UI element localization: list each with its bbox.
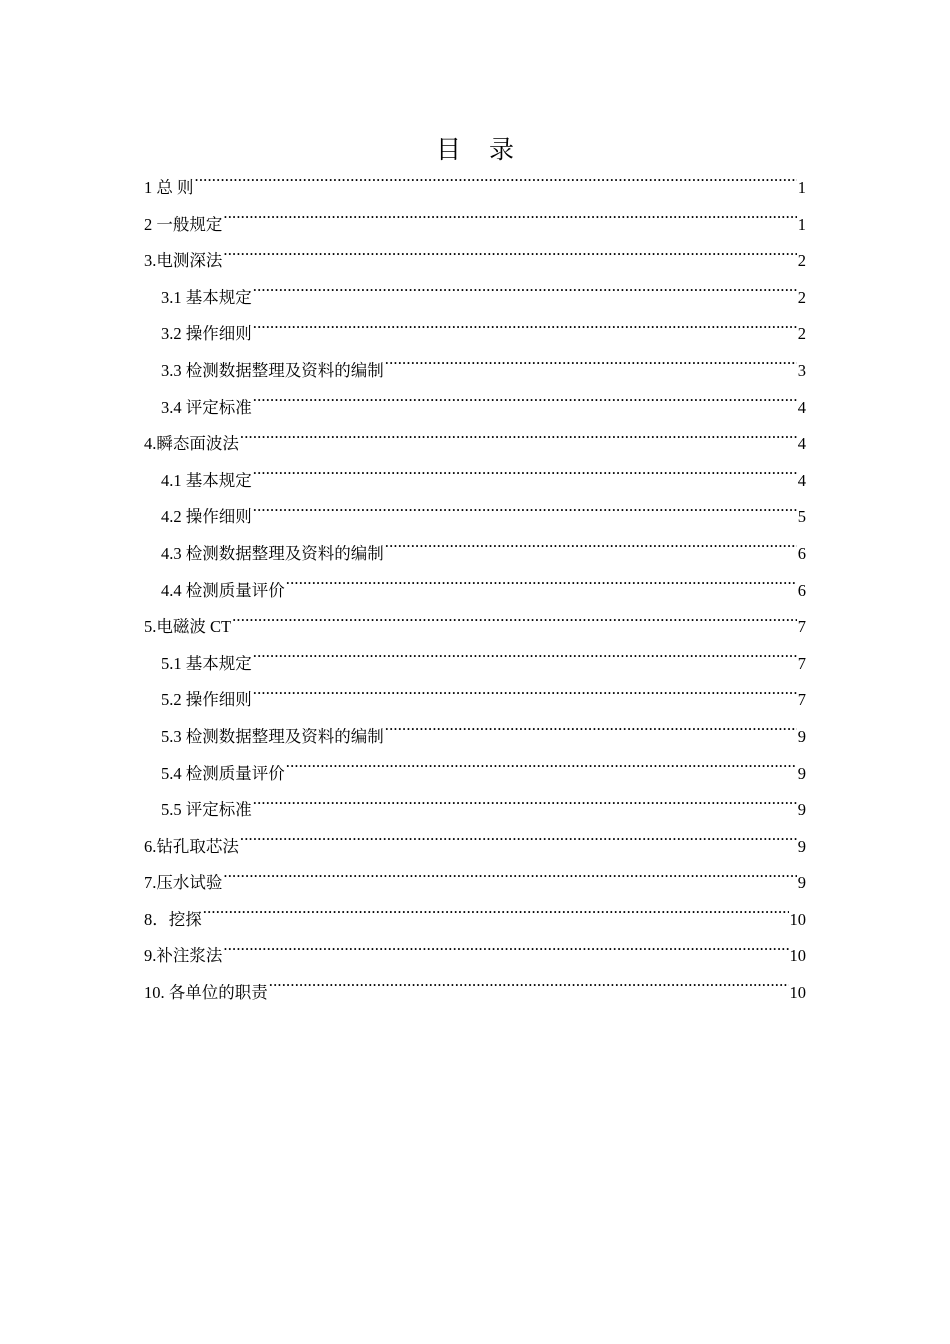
toc-entry-label: 3.1 基本规定 [161, 287, 252, 307]
toc-entry[interactable] [144, 609, 806, 646]
toc-dot-leader [223, 250, 796, 267]
toc-entry[interactable] [144, 316, 806, 353]
toc-entry-page-number: 1 [797, 214, 806, 234]
toc-entry-label: 5.3 检测数据整理及资料的编制 [161, 726, 384, 746]
toc-dot-leader [232, 616, 797, 633]
toc-dot-leader [195, 177, 797, 194]
toc-entry-label: 4.4 检测质量评价 [161, 580, 285, 600]
toc-dot-leader [223, 872, 796, 889]
toc-entry-label: 4.1 基本规定 [161, 470, 252, 490]
toc-dot-leader [253, 652, 797, 669]
toc-entry-label: 3.4 评定标准 [161, 397, 252, 417]
toc-entry-label: 10. 各单位的职责 [144, 983, 268, 1003]
toc-dot-leader [253, 506, 797, 523]
toc-entry[interactable] [144, 207, 806, 244]
toc-entry-page-number: 4 [797, 397, 806, 417]
toc-entry[interactable] [144, 390, 806, 427]
toc-dot-leader [286, 762, 797, 779]
toc-entry[interactable] [144, 756, 806, 793]
toc-entry-page-number: 9 [797, 836, 806, 856]
toc-dot-leader [240, 433, 797, 450]
toc-dot-leader [253, 286, 797, 303]
toc-entry-page-number: 1 [797, 178, 806, 197]
toc-entry-page-number: 10 [789, 983, 806, 1003]
toc-dot-leader [223, 945, 788, 962]
toc-entry-page-number: 5 [797, 507, 806, 527]
toc-entry-page-number: 9 [797, 800, 806, 820]
toc-entry[interactable] [144, 719, 806, 756]
toc-dot-leader [253, 323, 797, 340]
toc-entry-label: 5.电磁波 CT [144, 617, 232, 637]
toc-title: 目 录 [436, 135, 524, 164]
toc-entry-label: 5.1 基本规定 [161, 653, 252, 673]
toc-entry-page-number: 10 [789, 946, 806, 966]
toc-dot-leader [286, 579, 797, 596]
toc-entry-label: 7.压水试验 [144, 873, 223, 893]
toc-entry-page-number: 6 [797, 543, 806, 563]
toc-entry-label: 8．挖探 [144, 909, 202, 929]
toc-dot-leader [253, 689, 797, 706]
toc-entry[interactable] [144, 975, 806, 1012]
table-of-contents [144, 170, 806, 1012]
toc-dot-leader [253, 396, 797, 413]
toc-entry-label: 2 一般规定 [144, 214, 223, 234]
toc-entry-label: 4.2 操作细则 [161, 507, 252, 527]
toc-entry[interactable] [144, 682, 806, 719]
toc-entry-page-number: 7 [797, 653, 806, 673]
toc-dot-leader [240, 835, 797, 852]
toc-entry-page-number: 2 [797, 324, 806, 344]
toc-entry-page-number: 9 [797, 873, 806, 893]
toc-entry[interactable] [144, 243, 806, 280]
toc-entry-page-number: 3 [797, 360, 806, 380]
toc-entry[interactable] [144, 573, 806, 610]
toc-entry-page-number: 10 [789, 909, 806, 929]
toc-entry[interactable] [144, 865, 806, 902]
toc-entry-label: 9.补注浆法 [144, 946, 223, 966]
toc-entry-page-number: 7 [797, 690, 806, 710]
toc-entry[interactable] [144, 280, 806, 317]
toc-entry-label: 4.瞬态面波法 [144, 434, 239, 454]
toc-entry-page-number: 4 [797, 434, 806, 454]
toc-entry[interactable] [144, 426, 806, 463]
toc-entry-page-number: 2 [797, 287, 806, 307]
toc-entry-page-number: 4 [797, 470, 806, 490]
toc-entry[interactable] [144, 536, 806, 573]
toc-entry[interactable] [144, 646, 806, 683]
toc-dot-leader [223, 213, 796, 230]
toc-entry-label: 4.3 检测数据整理及资料的编制 [161, 543, 384, 563]
toc-entry[interactable] [144, 792, 806, 829]
toc-entry-label: 5.5 评定标准 [161, 800, 252, 820]
toc-entry-page-number: 9 [797, 726, 806, 746]
toc-entry[interactable] [144, 499, 806, 536]
toc-entry-page-number: 7 [797, 617, 806, 637]
toc-entry[interactable] [144, 170, 806, 207]
toc-dot-leader [385, 542, 797, 559]
toc-entry-label: 5.2 操作细则 [161, 690, 252, 710]
toc-entry[interactable] [144, 938, 806, 975]
toc-dot-leader [253, 799, 797, 816]
toc-entry[interactable] [144, 829, 806, 866]
toc-dot-leader [203, 908, 789, 925]
toc-entry-label: 3.3 检测数据整理及资料的编制 [161, 360, 384, 380]
toc-dot-leader [385, 359, 797, 376]
toc-entry-page-number: 6 [797, 580, 806, 600]
toc-entry-label: 5.4 检测质量评价 [161, 763, 285, 783]
toc-entry-page-number: 2 [797, 251, 806, 271]
toc-entry-label: 3.电测深法 [144, 251, 223, 271]
toc-entry-label: 6.钻孔取芯法 [144, 836, 239, 856]
toc-dot-leader [385, 725, 797, 742]
toc-entry-label: 1 总 则 [144, 178, 194, 197]
toc-dot-leader [269, 982, 789, 999]
toc-entry[interactable] [144, 353, 806, 390]
toc-dot-leader [253, 469, 797, 486]
toc-entry-label: 3.2 操作细则 [161, 324, 252, 344]
toc-entry-page-number: 9 [797, 763, 806, 783]
toc-entry[interactable] [144, 463, 806, 500]
toc-entry[interactable] [144, 902, 806, 939]
